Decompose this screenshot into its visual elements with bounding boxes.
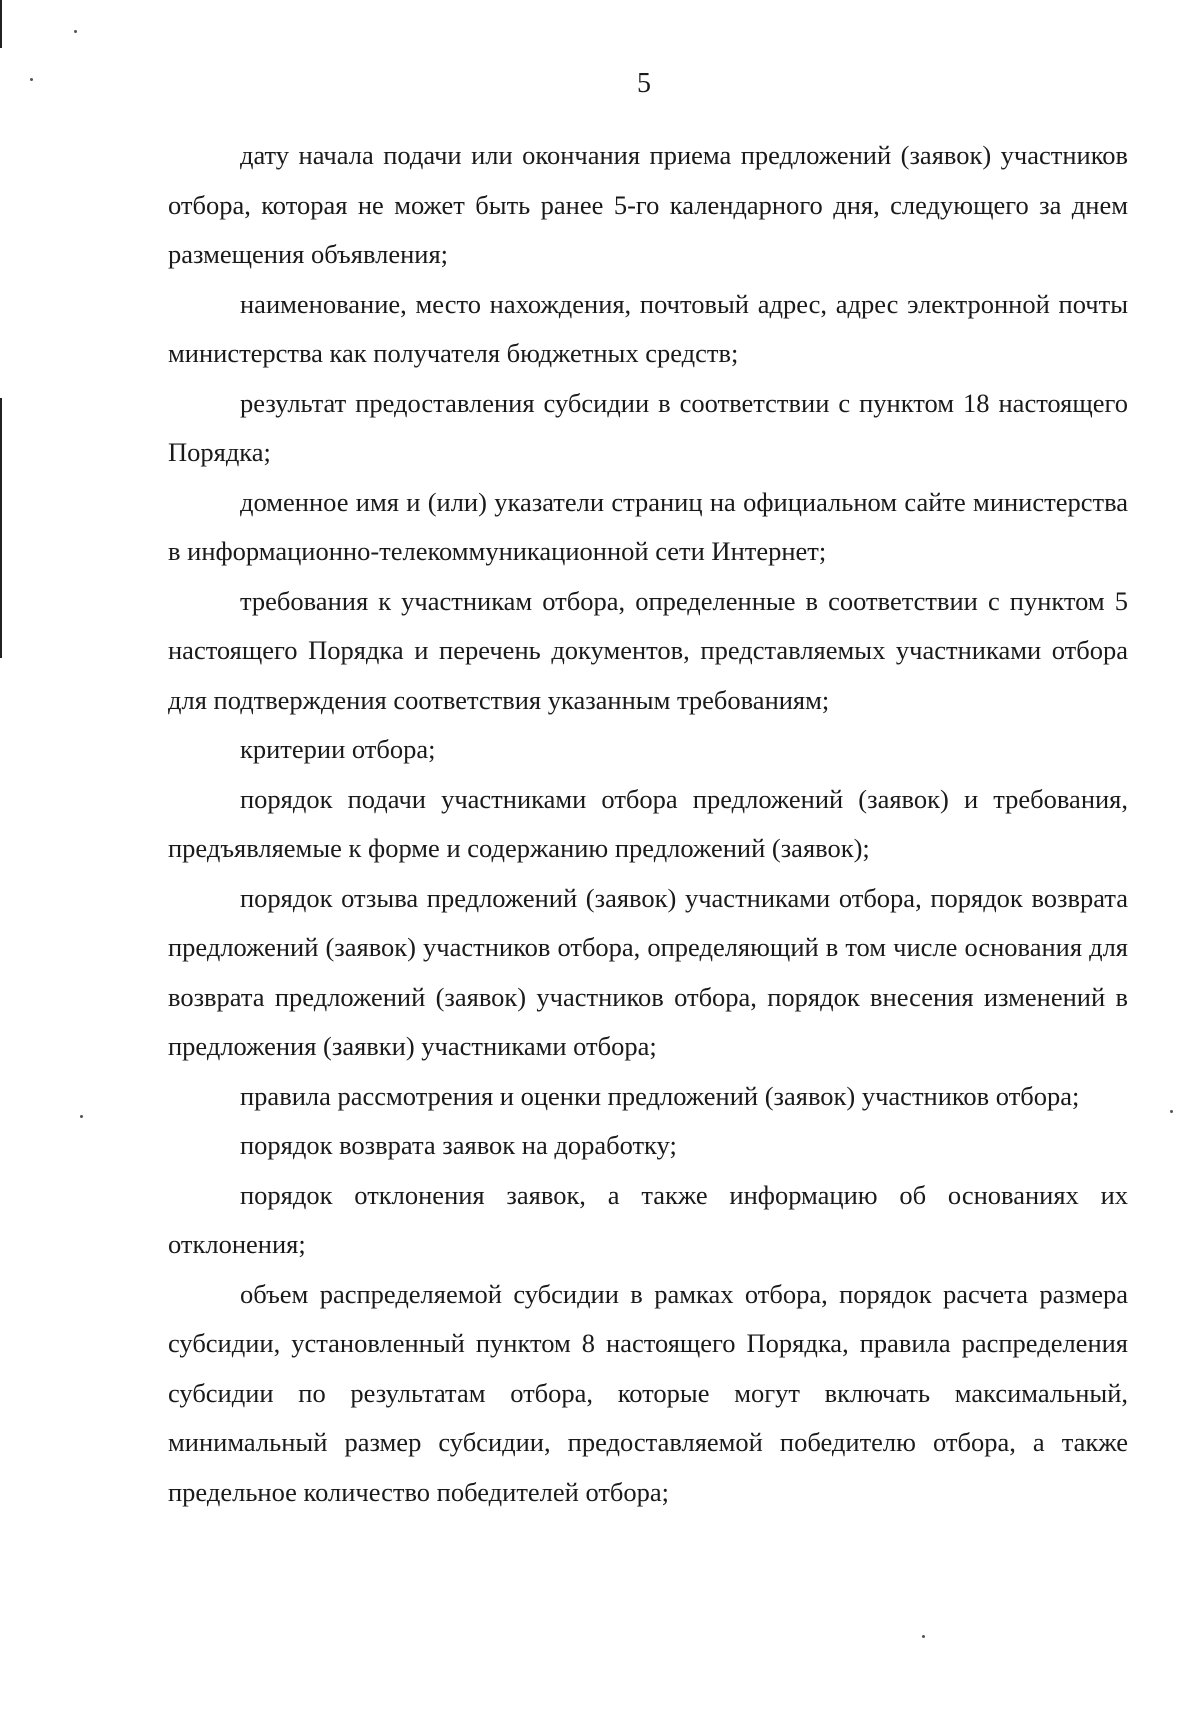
paragraph: наименование, место нахождения, почтовый адрес, адрес электронной почты министерства как получателя бюджетных средств;	[168, 288, 1128, 368]
paragraph: доменное имя и (или) указатели страниц на официальном сайте министерства в информационно-телекоммуникационной сети Интернет;	[168, 486, 1128, 566]
paragraph: требования к участникам отбора, определенные в соответствии с пунктом 5 настоящего Порядка и перечень документов, представляемых участниками отбора для подтверждения соответствия указанным требованиям;	[168, 585, 1128, 715]
paragraph: порядок подачи участниками отбора предложений (заявок) и требования, предъявляемые к форме и содержанию предложений (заявок);	[168, 783, 1128, 863]
paragraph: дату начала подачи или окончания приема предложений (заявок) участников отбора, которая не может быть ранее 5-го календарного дня, следующего за днем размещения объявления;	[168, 140, 1128, 269]
paragraph: критерии отбора;	[240, 734, 436, 764]
scan-speck	[30, 78, 33, 81]
paragraph: порядок возврата заявок на доработку;	[240, 1130, 677, 1160]
scan-speck	[1170, 1110, 1173, 1113]
scan-edge-mark	[0, 398, 2, 658]
paragraph: правила рассмотрения и оценки предложений (заявок) участников отбора;	[240, 1080, 1080, 1111]
page-number: 5	[637, 68, 651, 99]
scan-speck	[922, 1635, 925, 1638]
document-body	[168, 131, 1128, 1517]
paragraph: результат предоставления субсидии в соответствии с пунктом 18 настоящего Порядка;	[168, 387, 1128, 467]
scan-edge-mark	[0, 0, 2, 48]
paragraph: объем распределяемой субсидии в рамках отбора, порядок расчета размера субсидии, установленный пунктом 8 настоящего Порядка, правила распределения субсидии по результатам отбора, которые могут включать максимальный, минимальный размер субсидии, предоставляемой победителю отбора, а также предельное количество победителей отбора;	[168, 1278, 1128, 1507]
scan-speck	[80, 1115, 83, 1118]
scan-speck	[74, 30, 77, 33]
paragraph: порядок отклонения заявок, а также информацию об основаниях их отклонения;	[168, 1179, 1128, 1259]
paragraph: порядок отзыва предложений (заявок) участниками отбора, порядок возврата предложений (заявок) участников отбора, определяющий в том числе основания для возврата предложений (заявок) участников отбора, порядок внесения изменений в предложения (заявки) участниками отбора;	[168, 882, 1128, 1061]
